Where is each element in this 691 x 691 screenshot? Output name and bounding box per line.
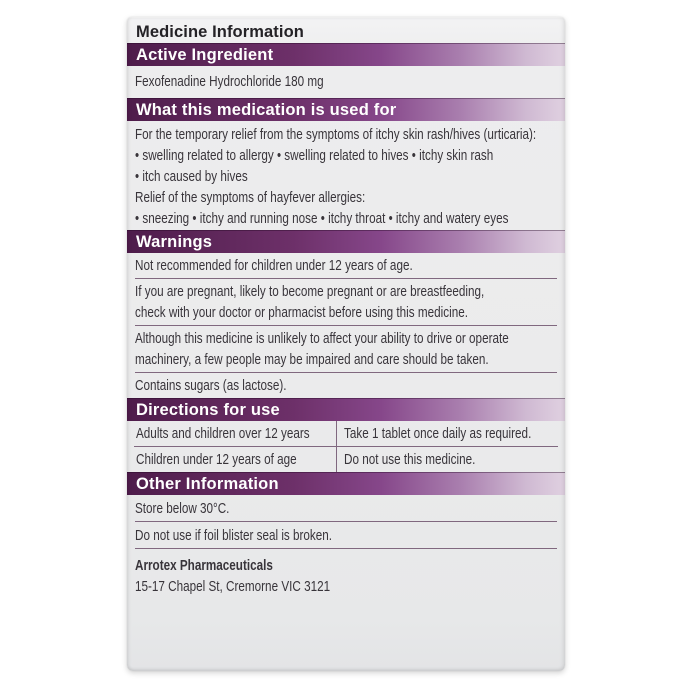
- seal-warning: Do not use if foil blister seal is broken.: [135, 527, 333, 544]
- manufacturer-address: 15-17 Chapel St, Cremorne VIC 3121: [135, 578, 331, 595]
- warning-line: Contains sugars (as lactose).: [135, 377, 287, 394]
- warnings-section: [127, 253, 565, 398]
- warning-item: [135, 279, 557, 326]
- medicine-info-panel: [127, 17, 565, 671]
- section-header-label: Directions for use: [136, 401, 280, 419]
- table-row: [134, 421, 558, 447]
- active-ingredient-section: [127, 66, 565, 98]
- usage-line: • swelling related to allergy • swelling related to hives • itchy skin rash: [135, 147, 494, 164]
- usage-line: Relief of the symptoms of hayfever allergies:: [135, 189, 366, 206]
- section-header-warnings: [127, 230, 565, 253]
- section-header-label: Warnings: [136, 233, 213, 251]
- warning-line: Although this medicine is unlikely to affect your ability to drive or operate: [135, 330, 509, 347]
- table-row: [134, 447, 558, 472]
- section-header-label: Active Ingredient: [136, 46, 274, 64]
- other-info-item: [135, 522, 557, 549]
- table-cell-instruction: [336, 447, 558, 472]
- warning-line: Not recommended for children under 12 years of age.: [135, 257, 413, 274]
- warning-line: machinery, a few people may be impaired and care should be taken.: [135, 351, 489, 368]
- warning-item: [135, 326, 557, 373]
- section-header-other-information: [127, 472, 565, 495]
- condition-text: Children under 12 years of age: [136, 451, 297, 468]
- section-header-directions: [127, 398, 565, 421]
- instruction-text: Take 1 tablet once daily as required.: [344, 425, 532, 442]
- warning-line: check with your doctor or pharmacist before using this medicine.: [135, 304, 468, 321]
- section-header-usage: [127, 98, 565, 121]
- section-header-label: Other Information: [136, 475, 279, 493]
- active-ingredient-value: Fexofenadine Hydrochloride 180 mg: [135, 73, 324, 90]
- manufacturer-name: Arrotex Pharmaceuticals: [135, 557, 273, 574]
- other-information-section: [127, 495, 565, 597]
- usage-line: For the temporary relief from the symptoms of itchy skin rash/hives (urticaria):: [135, 126, 537, 143]
- condition-text: Adults and children over 12 years: [136, 425, 310, 442]
- table-cell-condition: [134, 447, 336, 472]
- directions-table: [127, 421, 565, 472]
- section-header-active-ingredient: [127, 43, 565, 66]
- manufacturer-block: [135, 555, 557, 597]
- table-cell-instruction: [336, 421, 565, 446]
- usage-line: • sneezing • itchy and running nose • itchy throat • itchy and watery eyes: [135, 210, 509, 227]
- other-info-item: [135, 495, 557, 522]
- section-header-label: What this medication is used for: [136, 101, 397, 119]
- usage-line: • itch caused by hives: [135, 168, 248, 185]
- warning-line: If you are pregnant, likely to become pregnant or are breastfeeding,: [135, 283, 485, 300]
- instruction-text: Do not use this medicine.: [344, 451, 476, 468]
- panel-title: Medicine Information: [136, 23, 304, 41]
- usage-section: [127, 121, 565, 230]
- warning-item: [135, 253, 557, 279]
- table-cell-condition: [134, 421, 336, 446]
- storage-instruction: Store below 30°C.: [135, 500, 230, 517]
- warning-item: [135, 373, 557, 398]
